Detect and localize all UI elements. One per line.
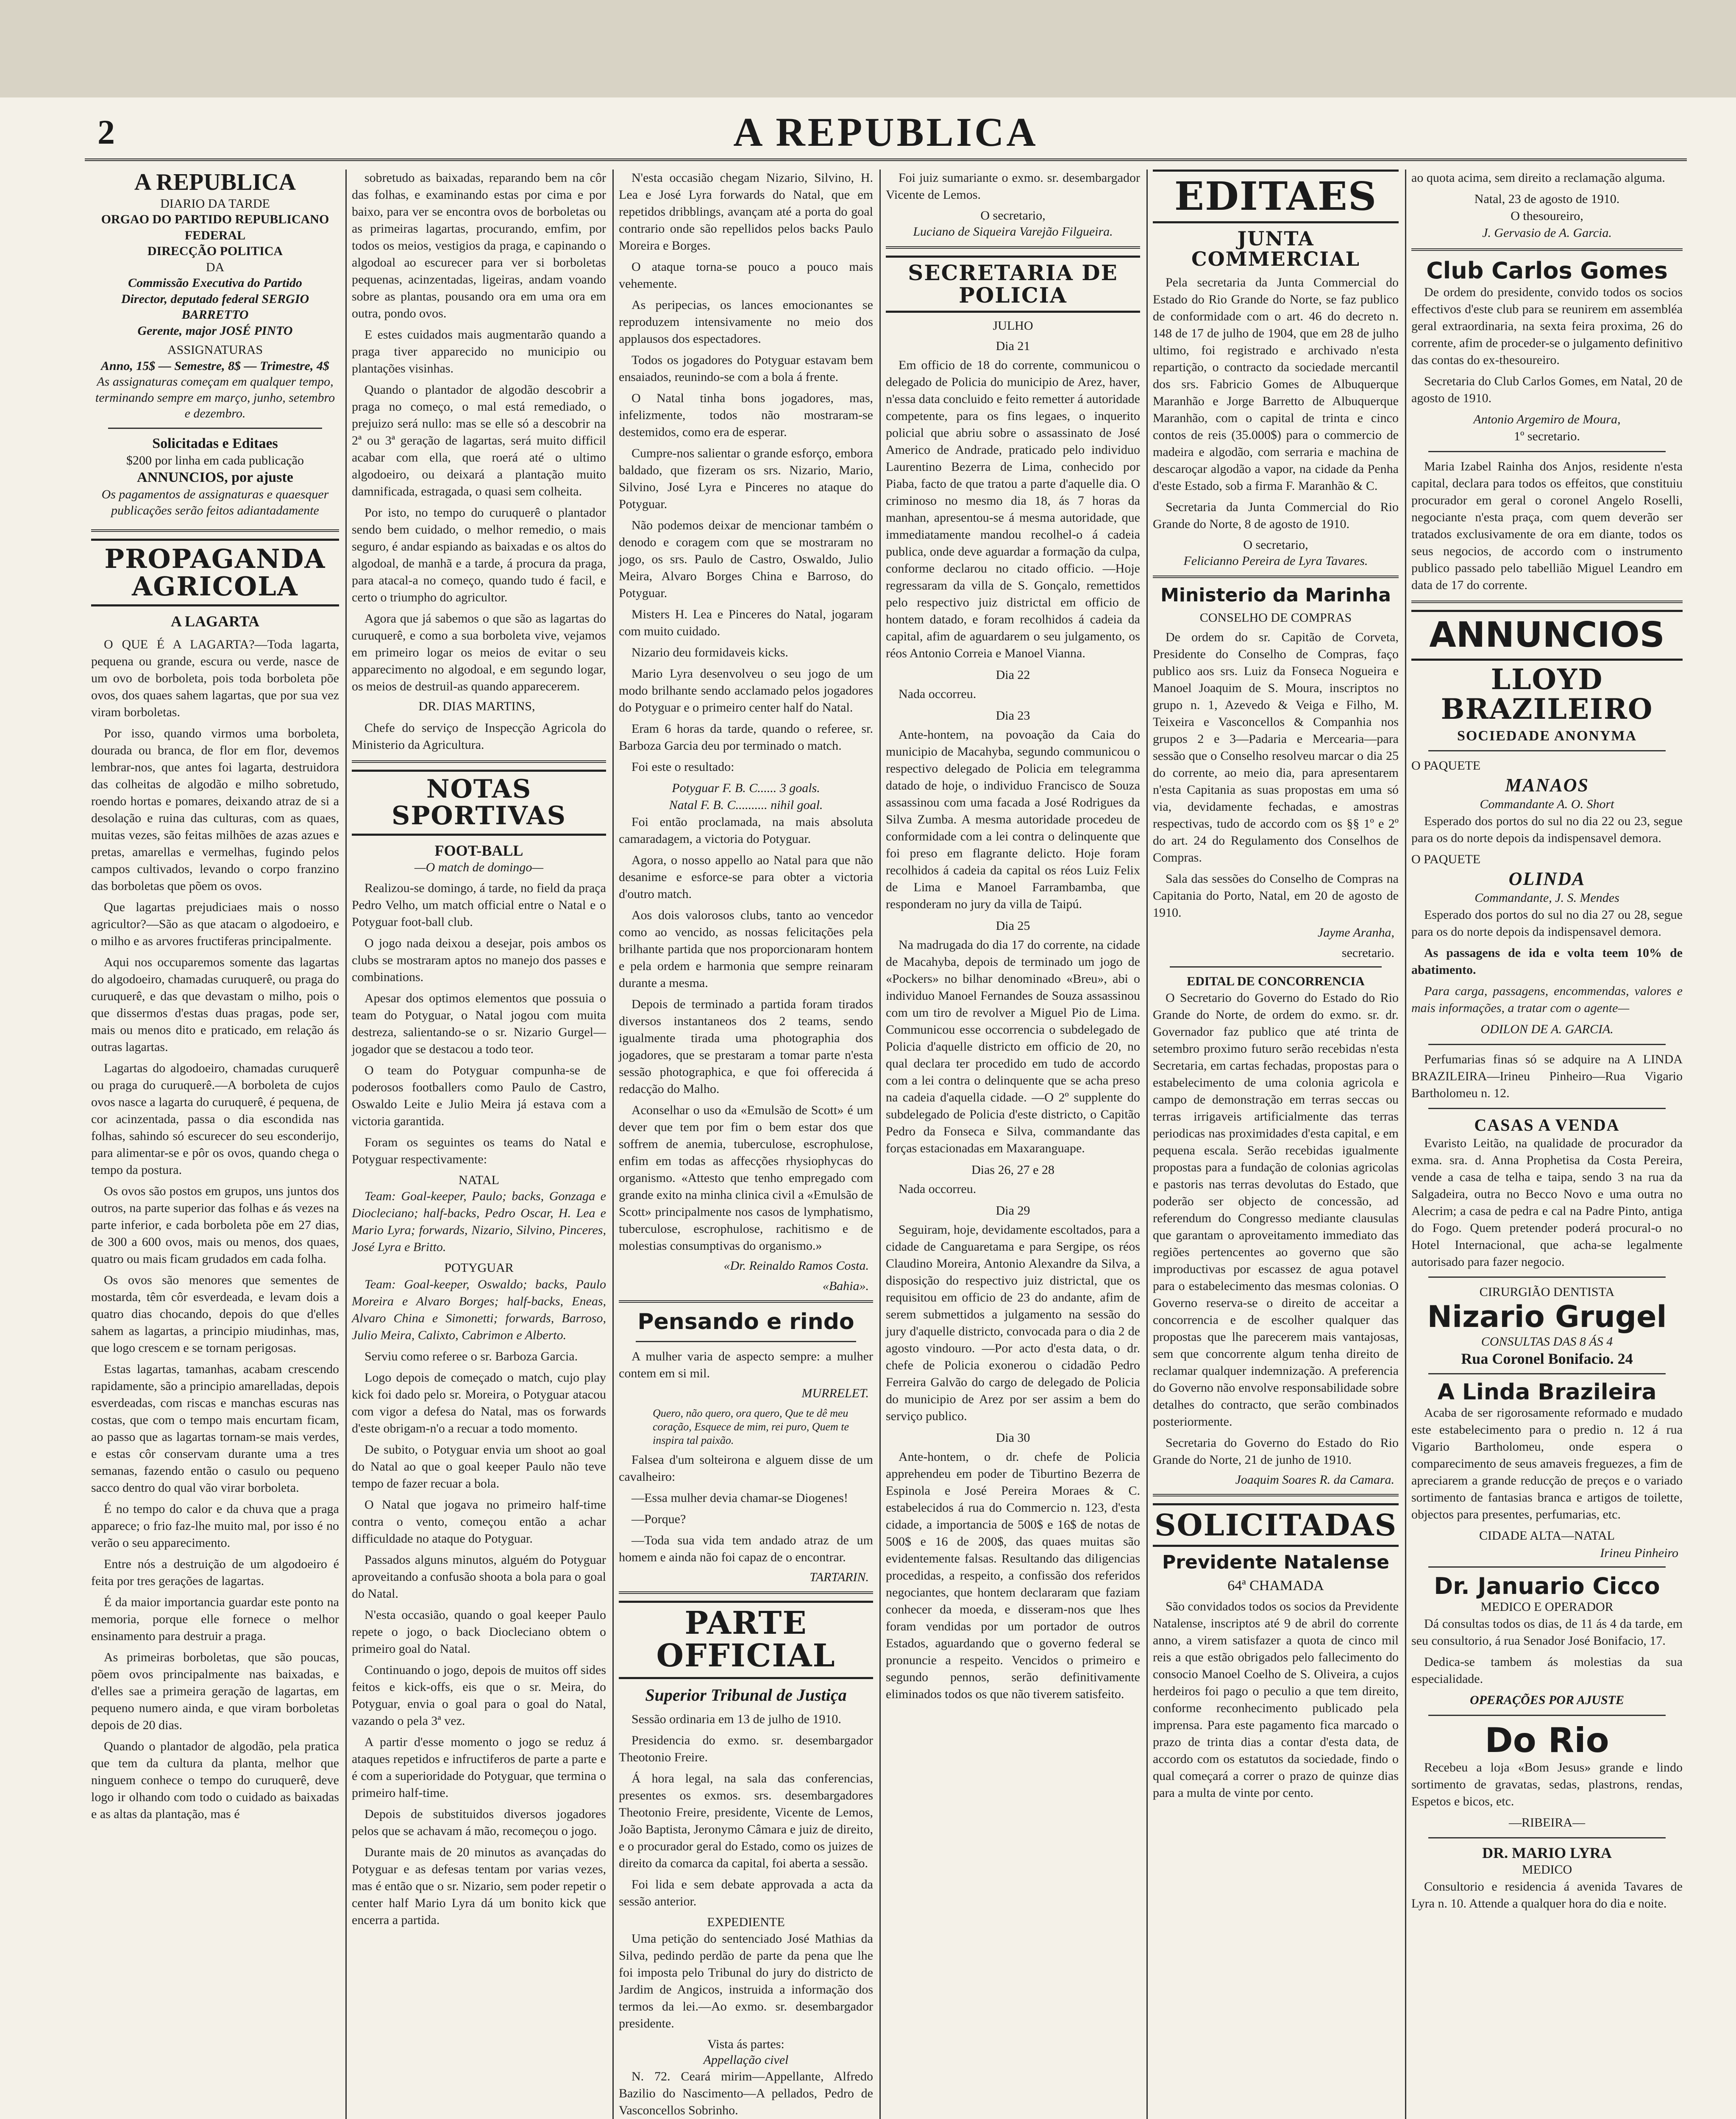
- sale-title: CASAS A VENDA: [1474, 1115, 1620, 1135]
- sports-title: NOTAS SPORTIVAS: [352, 770, 606, 836]
- tender-signature: Joaquim Soares R. da Camara.: [1235, 1472, 1394, 1487]
- club-signature: Antonio Argemiro de Moura,: [1473, 412, 1621, 427]
- imprint-director: Director, deputado federal SERGIO BARRETTO: [121, 292, 309, 322]
- expedient-text: Uma petição do sentenciado José Mathias da Silva, pedindo perdão de parte da pena que lhe foi imposta pelo Tribunal do jury do districto de Jardim de Angicos, instruida a informação dos termos da lei.—Ao exmo. sr. desembargador presidente.: [619, 1931, 873, 2030]
- score-natal: Natal F. B. C.......... nihil goal.: [669, 798, 823, 812]
- article-paragraph: sobretudo as baixadas, reparando bem na côr das folhas, e examinando estas por cima e por baixo, para ver se encontra ovos de borboletas ou as primeiras lagartas, procurando, emfim, por todos os meios, vestigios da praga, e capinando o algodoal ao escurecer para ver si borboletas pequenas, acinzentadas, ligeiras, andam voando sobre as plantas, pousando ora em uma ora em outra, pondo ovos.: [352, 171, 606, 320]
- police-day: Dia 25: [996, 919, 1030, 933]
- sports-paragraph: N'esta occasião, quando o goal keeper Paulo repete o jogo, o back Diocleciano obtem o primeiro goal do Natal.: [352, 1607, 606, 1656]
- society-call: 64ª CHAMADA: [1227, 1577, 1324, 1593]
- club-title: Club Carlos Gomes: [1426, 257, 1668, 284]
- article-paragraph: Por isso, quando virmos uma borboleta, dourada ou branca, de flor em flor, devemos lembrar-nos, que antes foi lagarta, destruidora das colheitas de algodão e milho sobretudo, roendo hortas e pomares, deixando atraz de si a desolação e ruina das culturas, com as quaes, muitas vezes, são feitas milhões de azas azues e pretas, amarellas e vermelhas, fugindo pelos campos cultivados, levando o corpo franzino das borboletas que põem os ovos.: [91, 726, 339, 893]
- column-divider: [1405, 170, 1406, 2119]
- police-entry: Seguiram, hoje, devidamente escoltados, para a cidade de Canguaretama e para Sergipe, os réos Claudino Moreira, Antonio Alexandre da Silva, a disposição do respectivo juiz districtal, que os requisitou em officio de 23 do andante, afim de serem submettidos a julgamento na sessão do jury d'aquelle districto, convocada para o dia 2 de agosto vindouro. —Por acto d'esta data, o dr. chefe de Policia exonerou o cidadão Pedro Ferreira Galvão do cargo de delegado de Policia do municipio de Arez por ser assim a bem do serviço publico.: [886, 1223, 1140, 1423]
- column-divider: [1146, 170, 1148, 2119]
- imprint-direction: DIRECÇÃO POLITICA: [147, 244, 283, 259]
- navy-signature-role: secretario.: [1341, 946, 1394, 960]
- sports-paragraph: A partir d'esse momento o jogo se reduz á ataques repetidos e infructiferos de parte a parte e é com a superioridade do Potyguar, que termina o primeiro half-time.: [352, 1735, 606, 1800]
- article-paragraph: Os ovos são menores que sementes de mostarda, têm côr esverdeada, e levam dois a quatro dias chocando, depois do que d'elles sahem as lagartas, a principio miudinhas, mas, que logo crescem e se tornam perigosas.: [91, 1273, 339, 1355]
- sports-paragraph: O Natal tinha bons jogadores, mas, infelizmente, todos não mostraram-se destemidos, como era de esperar.: [619, 391, 873, 439]
- article-paragraph: Entre nós a destruição de um algodoeiro é feita por tres gerações de lagartas.: [91, 1557, 339, 1588]
- court-paragraph: Foi juiz sumariante o exmo. sr. desembargador Vicente de Lemos.: [886, 171, 1140, 202]
- society-text: São convidados todos os socios da Previdente Natalense, inscriptos até 9 de abril do corrente anno, a virem satisfazer a quota de cinco mil reis a que estão obrigados pelo fallecimento do consocio Manoel Coelho de S. Oliveira, a cujos herdeiros foi pago o peculio a que tem direito, conforme reconhecimento publicado pela imprensa. Para este pagamento fica marcado o prazo de trinta dias a contar d'esta data, de accordo com os estatutos da sociedade, findo o qual começará a correr o prazo de quinze dias para a multa de vinte por cento.: [1153, 1599, 1399, 1800]
- sale-text: Evaristo Leitão, na qualidade de procurador da exma. sra. d. Anna Prophetisa da Costa Pereira, vende a casa de telha e taipa, sendo 3 na rua da Salgadeira, outra no Becco Novo e uma outra no Alecrim; a casa de pedra e cal na Padre Pinto, antiga do Fogo. Quem pretender poderá procural-o no Hotel Internacional, que acha-se legalmente autorisado para fazer negocio.: [1411, 1136, 1683, 1269]
- requests-title: SOLICITADAS: [1153, 1503, 1399, 1547]
- dentist-address: Rua Coronel Bonifacio. 24: [1461, 1350, 1633, 1367]
- police-entry: Ante-hontem, o dr. chefe de Policia apprehendeu em poder de Tiburtino Bezerra de Espinola e José Pereira Moraes & C. estabelecidos á rua do Commercio n. 123, d'esta cidade, a importancia de 500$ e 16$ de notas de 500$ e 16 de 200$, das quaes muitas são evidentemente falsas. Resultando das diligencias procedidas, a respeito, a confissão dos referidos negociantes, que hontem declararam que faziam conhecer da moeda, e disseram-nos que lhes foram vendidas por um portador de outros Estados, aguardando que o governo federal se pronuncie a respeito. Vencidos o primeiro e segundo pennos, serão definitivamente eliminados todos os que não tiverem satisfeito.: [886, 1450, 1140, 1701]
- society-name: Previdente Natalense: [1162, 1552, 1389, 1574]
- masthead: [85, 106, 1687, 161]
- expedient-heading: EXPEDIENTE: [707, 1915, 785, 1930]
- sports-paragraph: Depois de substituidos diversos jogadores pelos que se achavam á mão, recomeçou o jogo.: [352, 1807, 606, 1838]
- article-paragraph: Lagartas do algodoeiro, chamadas curuquerê ou praga do curuquerê.—A borboleta de cujos ovos nasce a lagarta do curuquerê, é pequena, de cor acinzentada, passa o dia escondida nas folhas, sahindo só escurecer do seu esconderijo, para alimentar-se e pôr os ovos, quando chega o tempo da postura.: [91, 1061, 339, 1177]
- sports-paragraph: Durante mais de 20 minutos as avançadas do Potyguar e as defesas tentam por varias vezes, mas é então que o sr. Nizario, sem poder repetir o center half Mario Lyra dá um bonito kick que encerra a partida.: [352, 1845, 606, 1927]
- police-day: Dia 23: [996, 709, 1030, 723]
- treasurer-name: J. Gervasio de A. Garcia.: [1482, 226, 1612, 240]
- ship-name: OLINDA: [1508, 868, 1586, 889]
- club-text: Secretaria do Club Carlos Gomes, em Natal, 20 de agosto de 1910.: [1411, 374, 1683, 406]
- navy-text: Sala das sessões do Conselho de Compras na Capitania do Porto, Natal, em 20 de agosto de 1910.: [1153, 872, 1399, 920]
- humor-paragraph: —Essa mulher devia chamar-se Diogenes!: [632, 1491, 848, 1505]
- tender-place: Secretaria do Governo do Estado do Rio Grande do Norte, 21 de junho de 1910.: [1153, 1435, 1399, 1467]
- doctor-title: MEDICO E OPERADOR: [1480, 1600, 1614, 1614]
- ship-commander: Commandante A. O. Short: [1480, 797, 1614, 811]
- sports-paragraph: Agora, o nosso appello ao Natal para que não desanime e esforce-se para obter a victoria d'outro match.: [619, 853, 873, 901]
- ship-discount: As passagens de ida e volta teem 10% de abatimento.: [1411, 945, 1683, 977]
- imprint-subtitle: DIARIO DA TARDE: [160, 196, 270, 211]
- article-paragraph: É no tempo do calor e da chuva que a praga apparece; o frio faz-lhe muito mal, por isso é no verão o seu apparecimento.: [91, 1502, 339, 1550]
- team-natal-lineup: Team: Goal-keeper, Paulo; backs, Gonzaga e Diocleciano; half-backs, Pedro Oscar, H. Lea e Mario Lyra; forwards, Nizario, Silvino, Pinceres, José Lyra e Britto.: [352, 1189, 606, 1254]
- article-paragraph: O QUE É A LAGARTA?—Toda lagarta, pequena ou grande, escura ou verde, nasce de um ovo de borboleta, pois toda borboleta põe ovos, dos quaes sahem lagartas, que por sua vez viram borboletas.: [91, 637, 339, 720]
- society-date: Natal, 23 de agosto de 1910.: [1474, 192, 1620, 206]
- police-day: Dia 21: [996, 339, 1030, 353]
- notice-text: Maria Izabel Rainha dos Anjos, residente n'esta capital, declara para todos os effeitos, que constituiu procurador em geral o coronel Angelo Roselli, negociante n'esta praça, com quem deverão ser tratados exclusivamente de ora em diante, todos os seus negocios, de accordo com o instrumento publico passado pelo tabellião Miguel Leandro em data de 17 do corrente.: [1411, 459, 1683, 592]
- sports-paragraph: Eram 6 horas da tarde, quando o referee, sr. Barboza Garcia deu por terminado o match.: [619, 722, 873, 753]
- humor-signature: TARTARIN.: [810, 1570, 869, 1584]
- police-entry: Nada occorreu.: [899, 687, 976, 701]
- column-divider: [879, 170, 881, 2119]
- sports-paragraph: Realizou-se domingo, á tarde, no field da praça Pedro Velho, um match official entre o Natal e o Potyguar foot-ball club.: [352, 881, 606, 929]
- navy-text: De ordem do sr. Capitão de Corveta, Presidente do Conselho de Compras, faço publico aos srs. Luiz da Fonseca Nogueira e Manoel Joaquim de S. Moura, inscriptos no grupo n. 1, Azevedo & Veiga e Filho, M. Teixeira e Vasconcellos & Companhia nos grupos 2 e 3—Padaria e Mercearia—para sessão que o Conselho resolveu marcar o dia 25 do corrente, ao meio dia, para apresentarem n'esta Capitania as suas propostas em uma só via, devidamente fechadas, e amostras respectivas, tudo de accordo com os §§ 1º e 2º do art. 24 do Regulamento dos Conselhos de Compras.: [1153, 630, 1399, 865]
- police-day: Dias 26, 27 e 28: [971, 1163, 1054, 1177]
- police-entry: Ante-hontem, na povoação da Caia do municipio de Macahyba, segundo communicou o respectivo delegado de Policia em telegramma datado de hoje, o individuo Francisco de Souza assassinou com uma facada a José Rodrigues da Silva Zumba. A mesma autoridade procedeu de conformidade com a lei contra o delinquente que foi preso em flagrante delicto. Hoje foram recolhidos á cadeia da capital os réos Luiz Felix de Lima e Manoel Farrambamba, que responderam no jury da villa de Taipú.: [886, 728, 1140, 911]
- advert-place: «Bahia».: [822, 1279, 869, 1293]
- police-title: SECRETARIA DE POLICIA: [886, 256, 1140, 313]
- court-paragraph: Á hora legal, na sala das conferencias, presentes os exmos. srs. desembargadores Theotonio Freire, presidente, Vicente de Lemos, João Baptista, Jeronymo Câmara e juiz de direito, e o procurador geral do Estado, como os juizes de direito da comarca da capital, foi aberta a sessão.: [619, 1771, 873, 1871]
- imprint-manager: Gerente, major JOSÉ PINTO: [137, 323, 293, 338]
- perfume-ad: Perfumarias finas só se adquire na A LINDA BRAZILEIRA—Irineu Pinheiro—Rua Vigario Bartholomeu n. 12.: [1411, 1052, 1683, 1100]
- secretary-name: Luciano de Siqueira Varejão Filgueira.: [913, 224, 1113, 239]
- humor-title: Pensando e rindo: [637, 1309, 854, 1335]
- page-number: 2: [97, 113, 115, 151]
- society-text: ao quota acima, sem direito a reclamação alguma.: [1411, 171, 1665, 185]
- doctor-operations: OPERAÇÕES POR AJUSTE: [1470, 1693, 1624, 1707]
- club-text: De ordem do presidente, convido todos os socios effectivos d'este club para se reunirem em assembléa geral extraordinaria, na sexta feira proxima, 26 do corrente, afim de proceder-se o julgamento definitivo das contas do ex-thesoureiro.: [1411, 285, 1683, 367]
- ship-text: Esperado dos portos do sul no dia 27 ou 28, segue para os do norte depois da indispensavel demora.: [1411, 907, 1683, 939]
- ship-text: Esperado dos portos do sul no dia 22 ou 23, segue para os do norte depois da indispensavel demora.: [1411, 814, 1683, 845]
- ship-name: MANAOS: [1505, 774, 1589, 795]
- article-paragraph: E estes cuidados mais augmentarão quando a praga tiver apparecido no municipio ou plantações visinhas.: [352, 328, 606, 375]
- article-paragraph: Por isto, no tempo do curuquerê o plantador sendo bem cuidado, o melhor remedio, o mais seguro, é andar espiando as baixadas e os altos do algodoal, de manhã e a tarde, á procura da praga, para atacal-a no começo, quando tudo é facil, e certo o triumpho do agricultor.: [352, 506, 606, 604]
- imprint-organ: ORGAO DO PARTIDO REPUBLICANO FEDERAL: [101, 212, 329, 242]
- sports-paragraph: Misters H. Lea e Pinceres do Natal, jogaram com muito cuidado.: [619, 607, 873, 638]
- sports-paragraph: Cumpre-nos salientar o grande esforço, embora baldado, que fizeram os srs. Nizario, Mario, Silvino, José Lyra e Pinceres no ataque do Potyguar.: [619, 446, 873, 511]
- article-paragraph: Os ovos são postos em grupos, uns juntos dos outros, na parte superior das folhas e ás vezes na parte inferior, e cada borboleta põe em 27 dias, de 300 a 600 ovos, mais ou menos, dos quaes, quatro ou mais ficam grudados em cada folha.: [91, 1184, 339, 1266]
- tender-text: O Secretario do Governo do Estado do Rio Grande do Norte, de ordem do exmo. sr. dr. Governador faz publico que até trinta de setembro proximo futuro serão recebidas n'esta Secretaria, em cartas fechadas, propostas para o estabelecimento de uma colonia agricola e campo de demonstração em terras seccas ou terras irrigaveis artificialmente das terras periodicas nas proximidades d'esta capital, e em pequena escala. Serão recebidas igualmente propostas para a fundação de colonias agricolas e pastoris nas terras devolutas do Estado, que poderão ser objecto de concessão, ad referendum do Congresso mediante clausulas que garantam o aproveitamento immediato das regiões pertencentes ao governo que são improductivas por escassez de agua potavel para o estabelecimento das mesmas colonias. O Governo reserva-se o direito de acceitar a concorrencia e de escolher qualquer das propostas que lhe parecerem mais vantajosas, sem que concorrente algum tenha direito de reclamar qualquer indemnização. A preferencia do Governo não envolve responsabilidade sobre detalhes do contracto, que serão combinados posteriormente.: [1153, 990, 1399, 1429]
- article-body: [91, 636, 339, 1823]
- sports-paragraph: Não podemos deixar de mencionar também o denodo e coragem com que se mostraram no jogo, os srs. Paulo de Castro, Oswaldo, Julio Meira, Alvaro Borges China e Barroso, do Potyguar.: [619, 518, 873, 600]
- sports-paragraph: As peripecias, os lances emocionantes se reproduzem intensivamente no meio dos applausos dos espectadores.: [619, 298, 873, 346]
- shop-title: A Linda Brazileira: [1437, 1379, 1657, 1405]
- requests-price: $200 por linha em cada publicação: [126, 453, 304, 468]
- treasurer-label: O thesoureiro,: [1511, 209, 1583, 223]
- sports-paragraph: Aos dois valorosos clubs, tanto ao vencedor como ao vencido, as nossas felicitações pela brilhante partida que nos proporcionaram hontem e pela ordem e harmonia que sempre reinaram durante a mesma.: [619, 908, 873, 990]
- navy-title: Ministerio da Marinha: [1160, 584, 1391, 606]
- score-potyguar: Potyguar F. B. C...... 3 goals.: [672, 781, 820, 795]
- sports-paragraph: Foi este o resultado:: [632, 760, 734, 774]
- masthead-rule: [85, 159, 1687, 161]
- article-paragraph: Agora que já sabemos o que são as lagartas do curuquerê, e como a sua borboleta vive, vejamos em primeiro logar os meios de evitar o seu apparecimento no algodoal, e em segundo logar, os meios de destruil-as quando apparecerem.: [352, 612, 606, 693]
- imprint-title: A REPUBLICA: [134, 170, 296, 195]
- edicts-title: EDITAES: [1153, 170, 1399, 223]
- column-3: [615, 170, 877, 2119]
- rio-text: Recebeu a loja «Bom Jesus» grande e lindo sortimento de gravatas, sedas, plastrons, rendas, Espetos e bicos, etc.: [1411, 1760, 1683, 1809]
- police-day: Dia 22: [996, 668, 1030, 682]
- advert-paragraph: Aconselhar o uso da «Emulsão de Scott» é um dever que tem por fim o bem estar dos que soffrem de anemia, tuberculose, escrophulose, enfim em todas as affecções rhysiophycas do organismo. «Attesto que tenho empregado com grande exito na minha clinica civil a «Emulsão de Scott» principalmente nos casos de lymphatismo, tuberculose, escrophulose, rachitismo e de molestias consumptivas do organismo.»: [619, 1103, 873, 1253]
- sports-paragraph: Passados alguns minutos, alguém do Potyguar aproveitando a confusão shoota a bola para o goal do Natal.: [352, 1552, 606, 1601]
- board-secretary-name: Felicianno Pereira de Lyra Tavares.: [1183, 553, 1368, 568]
- subscriptions-note: As assignaturas começam em qualquer tempo, terminando sempre em março, junho, setembro e dezembro.: [95, 375, 335, 421]
- sports-paragraph: Apesar dos optimos elementos que possuia o team do Potyguar, o Natal jogou com muita destreza, salientando-se o sr. Nizario Gurgel—jogador que se destacou a todo teor.: [352, 991, 606, 1056]
- court-paragraph: Sessão ordinaria em 13 de julho de 1910.: [632, 1712, 841, 1727]
- article-paragraph: É da maior importancia guardar este ponto na memoria, porque elle fornece o melhor ensinamento para destruir a praga.: [91, 1595, 339, 1643]
- paper-imprint: [91, 170, 339, 518]
- section-title: PROPAGANDA AGRICOLA: [91, 539, 339, 606]
- sports-paragraph: De subito, o Potyguar envia um shoot ao goal do Natal ao que o goal keeper Paulo não teve tempo de fazer recuar a bola.: [352, 1442, 606, 1491]
- dentist-hours: CONSULTAS DAS 8 ÁS 4: [1481, 1334, 1613, 1349]
- sports-paragraph: O jogo nada deixou a desejar, pois ambos os clubs se mostraram aptos no manejo dos passes e combinations.: [352, 936, 606, 984]
- shop-signature: Irineu Pinheiro: [1600, 1546, 1678, 1560]
- sports-paragraph: O ataque torna-se pouco a pouco mais vehemente.: [619, 260, 873, 291]
- lloyd-subtitle: SOCIEDADE ANONYMA: [1457, 728, 1637, 744]
- advert-signature: «Dr. Reinaldo Ramos Costa.: [723, 1259, 869, 1273]
- payment-note: Os pagamentos de assignaturas e quaesquer publicações serão feitos adiantadamente: [101, 487, 329, 517]
- signature-note: Chefe do serviço de Inspecção Agricola do Ministerio da Agricultura.: [352, 721, 606, 752]
- board-text: Secretaria da Junta Commercial do Rio Grande do Norte, 8 de agosto de 1910.: [1153, 500, 1399, 531]
- court-paragraph: Presidencia do exmo. sr. desembargador Theotonio Freire.: [619, 1733, 873, 1765]
- club-signature-role: 1º secretario.: [1514, 429, 1580, 444]
- police-entry: Em officio de 18 do corrente, communicou o delegado de Policia do municipio de Arez, haver, n'essa data concluido e feito remetter á autoridade competente, para os fins legaes, o inquerito policial que abriu sobre o assassinato de José Americo de Andrade, praticado pelo individuo Laurentino Bezerra de Lima, conhecido por Piaba, facto de que tratou a parte d'aquelle dia. O criminoso no mesmo dia 18, ás 7 horas da manhan, apresentou-se á mesma autoridade, que immediatamente mandou recolhel-o á cadeia publica, onde deve aguardar a formação da culpa, conforme declarou no citado officio. —Hoje regressaram da villa de S. Gonçalo, remettidos pelo respectivo juiz districtal em officio de hontem datado, e foram recolhidos á cadeia da capital, afim de aguardarem o seu julgamento, os réos Antonio Correia e Manoel Vianna.: [886, 358, 1140, 660]
- sports-paragraph: Foram os seguintes os teams do Natal e Potyguar respectivamente:: [352, 1135, 606, 1166]
- article-title: A LAGARTA: [170, 613, 260, 630]
- humor-poem: Quero, não quero, ora quero, Que te dê meu coração, Esquece de mim, rei puro, Quem te inspira tal paixão.: [653, 1407, 849, 1446]
- sports-paragraph: Todos os jogadores do Potyguar estavam bem ensaiados, reunindo-se com a bola á frente.: [619, 353, 873, 384]
- article-paragraph: Quando o plantador de algodão, pela pratica que tem da cultura da planta, melhor que ninguem conhece o tempo do curuquerê, deve logo ir olhando com todo o cuidado as baixadas e as altas da plantação, mas é: [91, 1739, 339, 1821]
- subscriptions-prices: Anno, 15$ — Semestre, 8$ — Trimestre, 4$: [101, 359, 329, 373]
- team-potyguar-lineup: Team: Goal-keeper, Oswaldo; backs, Paulo Moreira e Alvaro Borges; half-backs, Eneas, Alvaro China e Simonetti; forwards, Barroso, Julio Meira, Calixto, Cabrimon e Alberto.: [352, 1277, 606, 1342]
- tender-title: EDITAL DE CONCORRENCIA: [1187, 974, 1365, 989]
- column-1: [87, 170, 343, 2119]
- sports-paragraph: Continuando o jogo, depois de muitos off sides feitos e kick-offs, eis que o sr. Meira, do Potyguar, envia o goal para o goal do Natal, vazando o pela 3ª vez.: [352, 1663, 606, 1728]
- article-paragraph: Quando o plantador de algodão descobrir a praga no começo, o mal está remediado, o prejuizo será nullo: mas se elle só a descobrir na 2ª ou 3ª geração de lagartas, será muito difficil acabar com ella, que roerá até o ultimo algodoeiro, ou deixará a plantação muito damnificada, estragada, o quasi sem colheita.: [352, 383, 606, 498]
- column-4: [882, 170, 1144, 2119]
- court-paragraph: Foi lida e sem debate approvada a acta da sessão anterior.: [619, 1877, 873, 1909]
- match-heading: —O match de domingo—: [414, 860, 544, 874]
- humor-paragraph: —Toda sua vida tem andado atraz de um homem e ainda não foi capaz de o encontrar.: [619, 1533, 873, 1564]
- navy-signature: Jayme Aranha,: [1317, 926, 1394, 940]
- paper-name: A REPUBLICA: [733, 109, 1038, 155]
- column-5: [1149, 170, 1403, 2119]
- subscriptions-head: ASSIGNATURAS: [167, 343, 263, 357]
- article-paragraph: As primeiras borboletas, que são poucas, põem ovos principalmente nas baixadas, e d'elles sae a primeira geração de lagartas, em pequeno numero ainda, e que viram borboletas depois de 20 dias.: [91, 1650, 339, 1732]
- board-text: Pela secretaria da Junta Commercial do Estado do Rio Grande do Norte, se faz publico de conformidade com o art. 46 do decreto n. 148 de 17 de julho de 1904, que em 28 de julho ultimo, foi registrado e archivado n'esta repartição, o contracto da sociedade mercantil dos srs. Fabricio Gomes de Albuquerque Maranhão e Jorge Barretto de Albuquerque Maranhão, com o capital de trinta e cinco contos de reis (35.000$) para o commercio de madeira e algodão, com serraria e machina de descaroçar algodão a vapor, na cidade da Penha d'este Estado, sob a firma F. Maranhão & C.: [1153, 275, 1399, 493]
- sports-paragraph: Logo depois de começado o match, cujo play kick foi dado pelo sr. Moreira, o Potyguar atacou com vigor a defesa do Natal, mas os forwards d'este obrigam-n'o a recuar a todo momento.: [352, 1370, 606, 1435]
- secretary-label: O secretario,: [980, 209, 1046, 222]
- team-natal-heading: NATAL: [459, 1173, 499, 1187]
- doctor2-name: DR. MARIO LYRA: [1482, 1844, 1612, 1862]
- dentist-label: CIRURGIÃO DENTISTA: [1479, 1285, 1615, 1299]
- official-title: PARTE OFFICIAL: [619, 1601, 873, 1679]
- lloyd-title: LLOYD BRAZILEIRO: [1441, 663, 1653, 726]
- article-paragraph: Que lagartas prejudiciaes mais o nosso agricultor?—São as que atacam o algodoeiro, e o milho e as arvores fructiferas principalmente.: [91, 900, 339, 948]
- sports-paragraph: O Natal que jogava no primeiro half-time contra o vento, começou então a achar difficuldade no ataque do Potyguar.: [352, 1497, 606, 1546]
- police-month: JULHO: [993, 319, 1033, 333]
- imprint-da: DA: [206, 260, 225, 274]
- sport-name: FOOT-BALL: [434, 842, 523, 859]
- sports-paragraph: Mario Lyra desenvolveu o seu jogo de um modo brilhante sendo acclamado pelos jogadores do Potyguar e o primeiro center half do Natal.: [619, 667, 873, 715]
- shop-location: CIDADE ALTA—NATAL: [1479, 1529, 1615, 1543]
- board-secretary-label: O secretario,: [1243, 538, 1308, 552]
- column-2: [348, 170, 610, 2119]
- police-entry: Nada occorreu.: [899, 1182, 976, 1196]
- sports-paragraph: N'esta occasião chegam Nizario, Silvino, H. Lea e José Lyra forwards do Natal, que em repetidos dribblings, avançam até a porta do goal contrario onde são repellidos pelos backs Paulo Moreira e Borges.: [619, 171, 873, 253]
- sports-paragraph: Depois de terminado a partida foram tirados diversos instantaneos dos 2 teams, sendo igualmente tirada uma photographia dos jogadores, que se prestaram a tomar parte n'esta sessão photographica, e que foi offerecida á redacção do Malho.: [619, 997, 873, 1096]
- ads-title: ANNUNCIOS: [1411, 610, 1683, 661]
- appeal-text: N. 72. Ceará mirim—Appellante, Alfredo Bazilio do Nascimento—A pellados, Pedro de Vasconcellos Sobrinho.: [619, 2069, 873, 2117]
- requests-head: Solicitadas e Editaes: [152, 435, 278, 451]
- ship-info: Para carga, passagens, encommendas, valores e mais informações, a tratar com o agente—: [1411, 984, 1683, 1015]
- sports-paragraph: O team do Potyguar compunha-se de poderosos footballers como Paulo de Castro, Oswaldo Leite e Julio Meira já estava com a victoria garantida.: [352, 1063, 606, 1128]
- doctor-name: Dr. Januario Cicco: [1434, 1573, 1660, 1600]
- appeal-heading: Appellação civel: [703, 2053, 789, 2067]
- doctor-note: Dedica-se tambem ás molestias da sua especialidade.: [1411, 1655, 1683, 1686]
- humor-paragraph: Falsea d'um solteirona e alguem disse de um cavalheiro:: [619, 1452, 873, 1484]
- article-signature: DR. DIAS MARTINS,: [418, 699, 535, 713]
- column-divider: [612, 170, 614, 2119]
- ship-label: O PAQUETE: [1411, 758, 1481, 773]
- sports-paragraph: Serviu como referee o sr. Barboza Garcia.: [364, 1349, 578, 1363]
- navy-subtitle: CONSELHO DE COMPRAS: [1199, 610, 1352, 625]
- article-paragraph: Estas lagartas, tamanhas, acabam crescendo rapidamente, são a principio amarelladas, depois esverdeadas, com riscas e manchas escuras nas costas, que com o tempo mais encurtam ficam, ao passo que as lagartas tornam-se mais verdes, e estas côr conservam durante uma a tres semanas, fazendo então o casulo ou pequeno sacco dentro do qual vão virar borboleta.: [91, 1362, 339, 1495]
- paper-fold-margin: [0, 0, 1736, 97]
- ads-head: ANNUNCIOS, por ajuste: [137, 469, 293, 485]
- shop-text: Acaba de ser rigorosamente reformado e mudado este estabelecimento para o predio n. 12 á rua Vigario Bartholomeu, onde espera o comparecimento de seus amaveis freguezes, a fim de apreciarem a grande reducção de preços e o variado sortimento de fantasias branca e artigos de toilette, objectos para presentes, perfumarias, etc.: [1411, 1406, 1683, 1522]
- police-entry: Na madrugada do dia 17 do corrente, na cidade de Macahyba, depois de terminado um jogo de «Pockers» no bilhar denominado «Breu», abi o individuo Manoel Fernandes de Souza assassinou com um tiro de revolver a Miguel Pio de Lima. Communicou esse occorrencia o subdelegado de Policia d'aquelle districto em officio de 20, no qual declara ter procedido em tudo de accordo com a lei contra o delinquente que se acha preso na cadeia d'aquella cidade. —O 2º supplente do subdelegado de Policia d'este districto, o Capitão Pedro da Fonseca e Silva, commandante das forças estacionadas em Maxaranguape.: [886, 938, 1140, 1155]
- humor-paragraph: —Porque?: [632, 1512, 686, 1526]
- humor-signature: MURRELET.: [801, 1386, 869, 1400]
- dentist-name: Nizario Grugel: [1427, 1299, 1667, 1334]
- doctor2-title: MEDICO: [1522, 1863, 1572, 1877]
- rio-title: Do Rio: [1485, 1721, 1609, 1760]
- doctor2-text: Consultorio e residencia á avenida Tavares de Lyra n. 10. Attende a qualquer hora do dia e noite.: [1411, 1880, 1683, 1911]
- team-potyguar-heading: POTYGUAR: [444, 1261, 514, 1275]
- sports-paragraph: Foi então proclamada, na mais absoluta camaradagem, a victoria do Potyguar.: [619, 815, 873, 846]
- column-divider: [345, 170, 347, 2119]
- humor-paragraph: A mulher varia de aspecto sempre: a mulher contem em si mil.: [619, 1349, 873, 1380]
- shipping-agent: ODILON DE A. GARCIA.: [1480, 1022, 1614, 1036]
- article-paragraph: Aqui nos occuparemos somente das lagartas do algodoeiro, chamadas curuquerê, ou praga do curuquerê, e das que devastam o milho, pois o que dissermos d'estas duas pragas, pode ser, mais ou menos dito e praticado, em relação ás outras lagartas.: [91, 955, 339, 1054]
- imprint-commission: Commissão Executiva do Partido: [128, 276, 302, 290]
- ship-commander: Commandante, J. S. Mendes: [1474, 890, 1619, 905]
- police-day: Dia 30: [996, 1431, 1030, 1445]
- rio-store: —RIBEIRA—: [1509, 1816, 1585, 1830]
- column-6: [1407, 170, 1687, 2119]
- doctor-text: Dá consultas todos os dias, de 11 ás 4 da tarde, em seu consultorio, á rua Senador José Bonifacio, 17.: [1411, 1617, 1683, 1648]
- court-title: Superior Tribunal de Justiça: [645, 1685, 847, 1705]
- sports-paragraph: Nizario deu formidaveis kicks.: [632, 645, 788, 659]
- board-title: JUNTA COMMERCIAL: [1191, 227, 1360, 270]
- vista-heading: Vista ás partes:: [707, 2037, 785, 2051]
- police-day: Dia 29: [996, 1204, 1030, 1218]
- ship-label: O PAQUETE: [1411, 852, 1481, 866]
